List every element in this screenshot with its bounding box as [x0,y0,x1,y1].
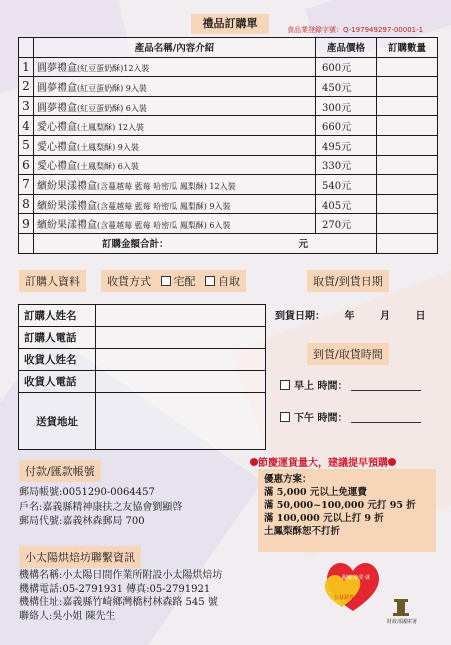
info-field[interactable] [96,327,266,349]
product-name: 愛心禮盒(土鳳梨酥) 9入裝 [34,135,316,155]
product-price: 660元 [316,116,377,136]
address-field[interactable] [96,393,266,450]
quantity-field[interactable] [377,175,438,195]
section-payment: 付款/匯款帳號 [19,460,101,482]
row-number: 3 [19,96,34,116]
org-phone: 機構電話:05-2791931 傳真:05-2791921 [19,583,211,595]
public-welfare-lottery-logo [322,555,384,615]
table-row [19,57,438,77]
address-label: 送貨地址 [19,393,96,450]
row-number: 1 [19,57,34,77]
svg-text:公益彩券: 公益彩券 [333,595,355,601]
table-row [19,77,438,97]
quantity-field[interactable] [377,194,438,214]
afternoon-time-field[interactable] [351,422,421,423]
arrival-date-line: 到貨日期： 年 月 日 [275,307,425,322]
info-label: 訂購人電話 [19,327,96,349]
morning-time-option: 早上 時間： [280,377,421,392]
info-row [19,327,266,349]
total-label: 訂購金額合計： 元 [34,233,377,253]
product-name: 愛心禮盒(土鳳梨酥) 6入裝 [34,155,316,175]
product-price: 300元 [316,96,377,116]
product-price: 540元 [316,175,377,195]
org-address: 機構住址:嘉義縣竹崎鄉灣橋村林森路 545 號 [19,597,218,608]
info-label: 訂購人姓名 [19,305,96,327]
product-name: 繽紛果漾禮盒(含蔓越莓 藍莓 哈密瓜 鳳梨酥) 9入裝 [34,194,316,214]
column-header-qty: 訂購數量 [377,38,438,58]
product-name: 圓夢禮盒(紅豆蛋奶酥) 6入裝 [34,96,316,116]
address-row [19,393,266,450]
morning-checkbox[interactable] [280,380,290,390]
home-delivery-label: 宅配 [173,275,196,288]
info-row [19,371,266,393]
product-price: 450元 [316,77,377,97]
table-row [19,116,438,136]
bakery-details [19,569,222,623]
product-name: 圓夢禮盒(紅豆蛋奶酥) 9入裝 [34,77,316,97]
product-price: 495元 [316,135,377,155]
section-delivery-method: 收貨方式 宅配 自取 [101,270,246,292]
table-row [19,175,438,195]
account-holder: 戶名:嘉義縣精神康扶之友協會劉顯啓 [19,501,183,513]
org-name: 機構名稱:小太陽日間作業所附設小太陽烘焙坊 [19,570,223,581]
row-number: 8 [19,194,34,214]
info-field[interactable] [96,371,266,393]
column-header-name: 產品名稱/內容介紹 [34,38,316,58]
page-title: 禮品訂購單 [191,14,269,34]
info-row [19,349,266,371]
info-field[interactable] [96,349,266,371]
section-orderer-info: 訂購人資料 [19,270,86,292]
table-header-row [19,38,438,58]
product-price: 405元 [316,194,377,214]
table-row [19,214,438,234]
row-number: 9 [19,214,34,234]
self-pickup-checkbox[interactable] [205,276,215,286]
row-number: 6 [19,155,34,175]
product-name: 愛心禮盒(土鳳梨酥) 12入裝 [34,116,316,136]
early-order-notice: 節慶運貨量大，建議提早預購 [250,454,396,469]
section-bakery-contact: 小太陽烘焙坊聯繫資訊 [19,546,141,568]
info-label: 收貨人電話 [19,371,96,393]
quantity-field[interactable] [377,116,438,136]
quantity-field[interactable] [377,57,438,77]
discount-offer-box: 優惠方案： 滿 5,000 元以上免運費 滿 50,000~100,000 元打 95 折 滿 100,000 元以上打 9 折 土鳳梨酥恕不打折 [258,469,436,552]
bullet-dot-icon [250,458,258,466]
postal-account: 郵局帳號:0051290-0064457 [19,487,155,498]
arrival-date-label: 到貨日期： [275,311,325,322]
product-price: 600元 [316,57,377,77]
afternoon-checkbox[interactable] [280,412,290,422]
row-number: 4 [19,116,34,136]
customer-info-table [18,304,266,450]
quantity-field[interactable] [377,135,438,155]
contact-person: 聯絡人:吳小姐 陳先生 [19,610,116,622]
total-amount-field[interactable] [377,233,438,253]
row-number: 2 [19,77,34,97]
self-pickup-label: 自取 [218,275,240,288]
payment-details [19,486,182,530]
quantity-field[interactable] [377,96,438,116]
home-delivery-checkbox[interactable] [161,276,171,286]
table-row [19,155,438,175]
treasury-agency-logo: 財政部國庫署 [381,597,421,627]
section-pickup-date: 取貨/到貨日期 [307,270,389,292]
afternoon-time-option: 下午 時間： [280,409,421,424]
info-label: 收貨人姓名 [19,349,96,371]
product-name: 繽紛果漾禮盒(含蔓越莓 藍莓 哈密瓜 鳳梨酥) 6入裝 [34,214,316,234]
food-license-number: 食品業登錄字號：Q-197949297-00001-1 [287,26,424,34]
section-delivery-time: 到貨/取貨時間 [307,343,389,365]
column-header-price: 產品價格 [316,38,377,58]
row-number: 5 [19,135,34,155]
quantity-field[interactable] [377,155,438,175]
row-number: 7 [19,175,34,195]
info-field[interactable] [96,305,266,327]
morning-time-field[interactable] [351,390,421,391]
product-name: 圓夢禮盒(紅豆蛋奶酥)12入裝 [34,57,316,77]
product-price: 270元 [316,214,377,234]
product-price: 330元 [316,155,377,175]
table-row [19,135,438,155]
quantity-field[interactable] [377,214,438,234]
product-name: 繽紛果漾禮盒(含蔓越莓 藍莓 哈密瓜 鳳梨酥) 12入裝 [34,175,316,195]
table-row [19,96,438,116]
svg-text:關懷‧給愛‧就: 關懷‧給愛‧就 [341,575,371,581]
table-row [19,194,438,214]
product-table [18,37,438,254]
info-row [19,305,266,327]
quantity-field[interactable] [377,77,438,97]
bullet-dot-icon [388,458,396,466]
postal-code: 郵局代號:嘉義林森郵局 700 [19,516,145,527]
total-row [19,233,438,253]
